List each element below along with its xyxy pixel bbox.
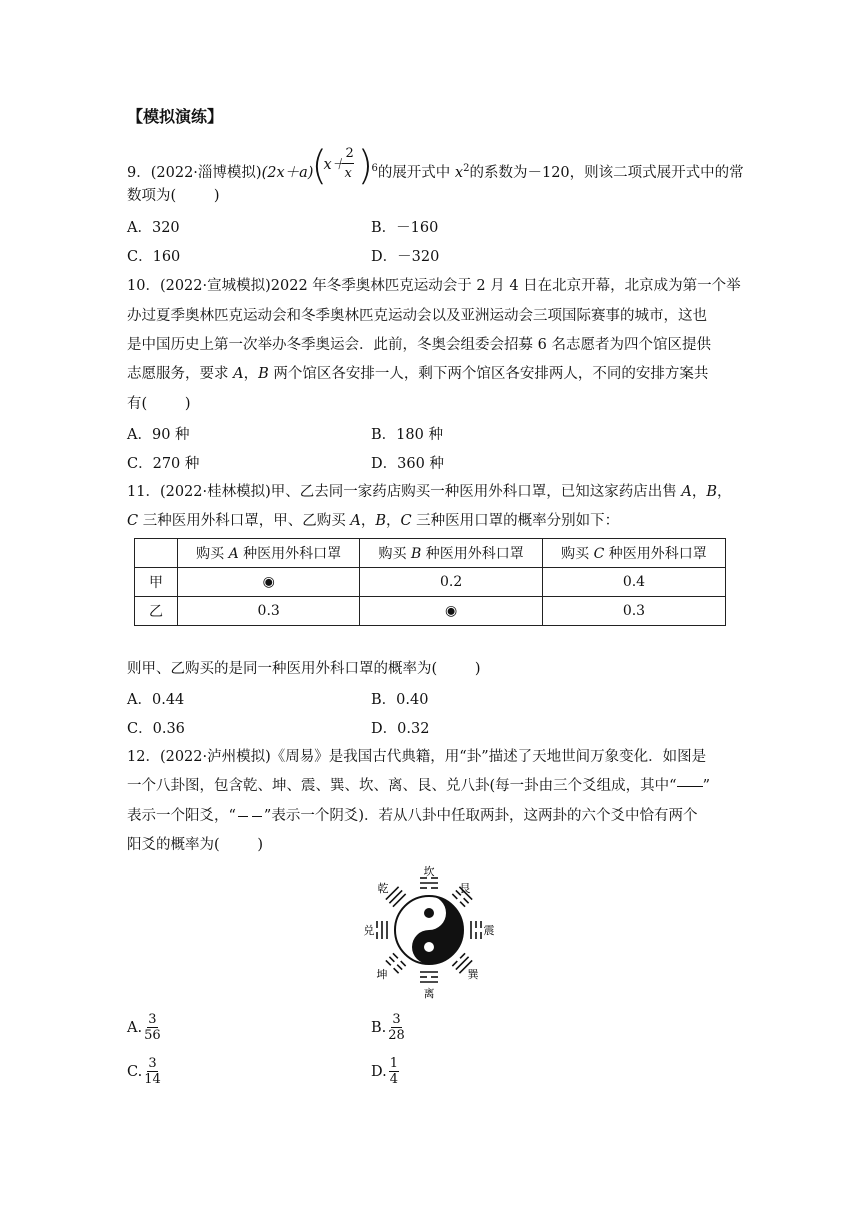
trigram-line [452, 961, 457, 966]
q9-close: ) [213, 188, 220, 204]
q10-line4: 志愿服务，要求 A，B 两个馆区各安排一人，剩下两个馆区各安排两人，不同的安排方案共 [127, 366, 709, 382]
q9-text-b: 的系数为－120，则该二项式展开式中的常 [469, 165, 744, 181]
trigram-label-gen: 艮 [459, 882, 471, 895]
table-corner-cell [135, 539, 178, 568]
q9-binom-x: x＋ [323, 157, 347, 173]
q10-line2: 办过夏季奥林匹克运动会和冬季奥林匹克运动会以及亚洲运动会三项国际赛事的城市，这也 [127, 308, 707, 324]
q10-option-a[interactable]: A．90 种 [127, 427, 190, 443]
yin-line-symbol-right [252, 816, 262, 817]
table-cell: ◉ [360, 597, 543, 626]
yin-line-symbol-left [238, 816, 248, 817]
q9-option-c[interactable]: C．160 [127, 249, 181, 265]
table-row [135, 568, 726, 597]
table-cell: 0.2 [360, 568, 543, 597]
trigram-line [394, 968, 399, 973]
q9-option-d[interactable]: D．－320 [371, 249, 440, 265]
trigram-label-qian: 乾 [377, 882, 389, 895]
trigram-label-li: 离 [423, 987, 435, 1000]
trigram-label-zhen: 震 [483, 924, 495, 937]
q12-option-d[interactable]: D. $\frac{1}{4}$ [371, 1056, 398, 1087]
q9-exponent: 6 [371, 163, 378, 175]
table-header-row [135, 539, 726, 568]
q12-line2: 一个八卦图，包含乾、坤、震、巽、坎、离、艮、兑八卦(每一卦由三个爻组成，其中“ ” [127, 778, 710, 794]
q9-text-a: 的展开式中 [377, 165, 455, 181]
q11-option-c[interactable]: C．0.36 [127, 721, 185, 737]
table-header-b: 购买 B 种医用外科口罩 [360, 539, 543, 568]
row-label-jia: 甲 [135, 568, 178, 597]
table-header-a: 购买 A 种医用外科口罩 [178, 539, 360, 568]
trigram-line [389, 957, 394, 962]
q11-option-b[interactable]: B．0.40 [371, 692, 429, 708]
trigram-label-dui: 兑 [363, 924, 375, 937]
table-cell: 0.3 [542, 597, 725, 626]
q12-line3: 表示一个阳爻，“ ”表示一个阴爻)．若从八卦中任取两卦，这两卦的六个爻中恰有两个 [127, 808, 698, 824]
table-header-c: 购买 C 种医用外科口罩 [542, 539, 725, 568]
q9-binom-num: 2 [345, 146, 354, 161]
q9-line2 [127, 186, 220, 206]
q9-number: 9． [127, 165, 151, 181]
q9-x-exp: 2 [463, 163, 470, 175]
q10-option-d[interactable]: D．360 种 [371, 456, 444, 472]
trigram-line [452, 894, 457, 899]
trigram-line [393, 953, 398, 958]
q9-expr-prefix: (2x＋a) [261, 165, 314, 181]
q12-option-c[interactable]: C. $\frac{3}{14}$ [127, 1056, 161, 1087]
q12-line1: 12．(2022·泸州模拟)《周易》是我国古代典籍，用“卦”描述了天地世间万象变化．如图是 [127, 749, 707, 765]
table-row [135, 597, 726, 626]
q10-option-c[interactable]: C．270 种 [127, 456, 200, 472]
q12-option-a[interactable]: A. $\frac{3}{56}$ [127, 1012, 161, 1043]
probability-table [134, 538, 726, 626]
trigram-line [393, 894, 406, 907]
trigram-line [389, 890, 402, 903]
q10-line1: 10．(2022·宣城模拟)2022 年冬季奥林匹克运动会于 2 月 4 日在北京开幕，北京成为第一个举 [127, 278, 741, 294]
table-cell: 0.3 [178, 597, 360, 626]
trigram-line [464, 898, 469, 903]
table-cell: 0.4 [542, 568, 725, 597]
q11-option-a[interactable]: A．0.44 [127, 692, 185, 708]
taiji-icon [395, 896, 463, 964]
q10-line5: 有( ) [127, 396, 191, 412]
q9-x-var: x [454, 165, 464, 181]
table-cell: ◉ [178, 568, 360, 597]
q9-source: (2022·淄博模拟) [150, 165, 262, 181]
q12-option-b[interactable]: B. $\frac{3}{28}$ [371, 1012, 405, 1043]
q10-line3: 是中国历史上第一次举办冬季奥运会．此前，冬奥会组委会招募 6 名志愿者为四个馆区提供 [127, 337, 711, 353]
q11-question: 则甲、乙购买的是同一种医用外科口罩的概率为( ) [127, 661, 481, 677]
bagua-diagram [357, 860, 507, 1000]
q10-option-b[interactable]: B．180 种 [371, 427, 443, 443]
trigram-label-kan: 坎 [423, 865, 435, 878]
trigram-label-xun: 巽 [467, 968, 479, 981]
trigram-line [386, 960, 391, 965]
yang-line-symbol [677, 786, 703, 787]
q11-option-d[interactable]: D．0.32 [371, 721, 430, 737]
trigram-line [401, 961, 406, 966]
q9-line1 [127, 143, 744, 189]
q9-option-b[interactable]: B．－160 [371, 220, 439, 236]
q9-binom-den: x [344, 166, 352, 181]
trigram-line [460, 953, 465, 958]
q9-text-c: 数项为( [127, 188, 177, 204]
q11-line2: C 三种医用外科口罩，甲、乙购买 A，B，C 三种医用口罩的概率分别如下： [127, 513, 620, 529]
trigram-line [460, 902, 465, 907]
row-label-yi: 乙 [135, 597, 178, 626]
q9-option-a[interactable]: A．320 [127, 220, 180, 236]
trigram-label-kun: 坤 [376, 968, 388, 981]
q11-line1: 11．(2022·桂林模拟)甲、乙去同一家药店购买一种医用外科口罩，已知这家药店出售 A，B， [127, 484, 732, 500]
q12-line4: 阳爻的概率为( ) [127, 837, 264, 853]
q9-binomial: ( x＋ 2 x ) [311, 143, 374, 189]
trigram-line [397, 965, 402, 970]
section-title: 【模拟演练】 [127, 107, 224, 126]
